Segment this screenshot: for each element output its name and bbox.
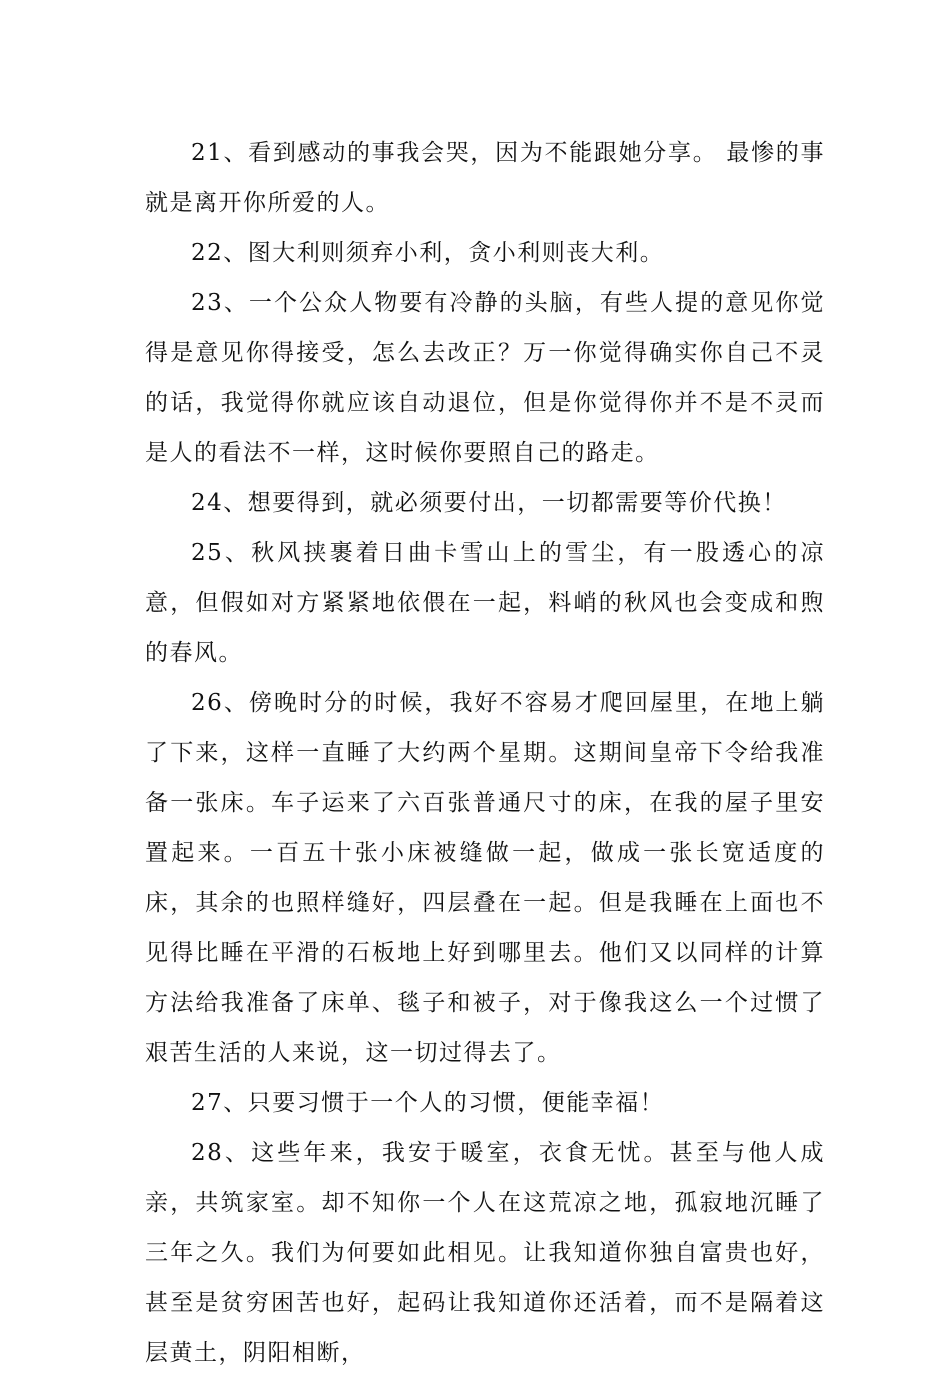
paragraph-21: 21、看到感动的事我会哭，因为不能跟她分享。 最惨的事就是离开你所爱的人。 xyxy=(145,140,825,216)
paragraph-24: 24、想要得到，就必须要付出，一切都需要等价代换！ xyxy=(191,490,787,516)
paragraph-23: 23、一个公众人物要有冷静的头脑，有些人提的意见你觉得是意见你得接受，怎么去改正？万一你觉得确实你自己不灵的话，我觉得你就应该自动退位，但是你觉得你并不是不灵而是人的看法不一样，这时候你要照自己的路走。 xyxy=(145,290,825,466)
paragraph-26: 26、傍晚时分的时候，我好不容易才爬回屋里，在地上躺了下来，这样一直睡了大约两个星期。这期间皇帝下令给我准备一张床。车子运来了六百张普通尺寸的床，在我的屋子里安置起来。一百五十张小床被缝做一起，做成一张长宽适度的床，其余的也照样缝好，四层叠在一起。但是我睡在上面也不见得比睡在平滑的石板地上好到哪里去。他们又以同样的计算方法给我准备了床单、毯子和被子，对于像我这么一个过惯了艰苦生活的人来说，这一切过得去了。 xyxy=(145,690,825,1066)
document-body xyxy=(145,128,825,1378)
paragraph-22: 22、图大利则须弃小利，贪小利则丧大利。 xyxy=(191,240,665,266)
paragraph-25: 25、秋风挟裹着日曲卡雪山上的雪尘，有一股透心的凉意，但假如对方紧紧地依偎在一起，料峭的秋风也会变成和煦的春风。 xyxy=(145,540,825,666)
paragraph-27: 27、只要习惯于一个人的习惯，便能幸福！ xyxy=(191,1090,665,1116)
paragraph-28: 28、这些年来，我安于暖室，衣食无忧。甚至与他人成亲，共筑家室。却不知你一个人在这荒凉之地，孤寂地沉睡了三年之久。我们为何要如此相见。让我知道你独自富贵也好，甚至是贫穷困苦也好，起码让我知道你还活着，而不是隔着这层黄土，阴阳相断， xyxy=(145,1140,825,1366)
